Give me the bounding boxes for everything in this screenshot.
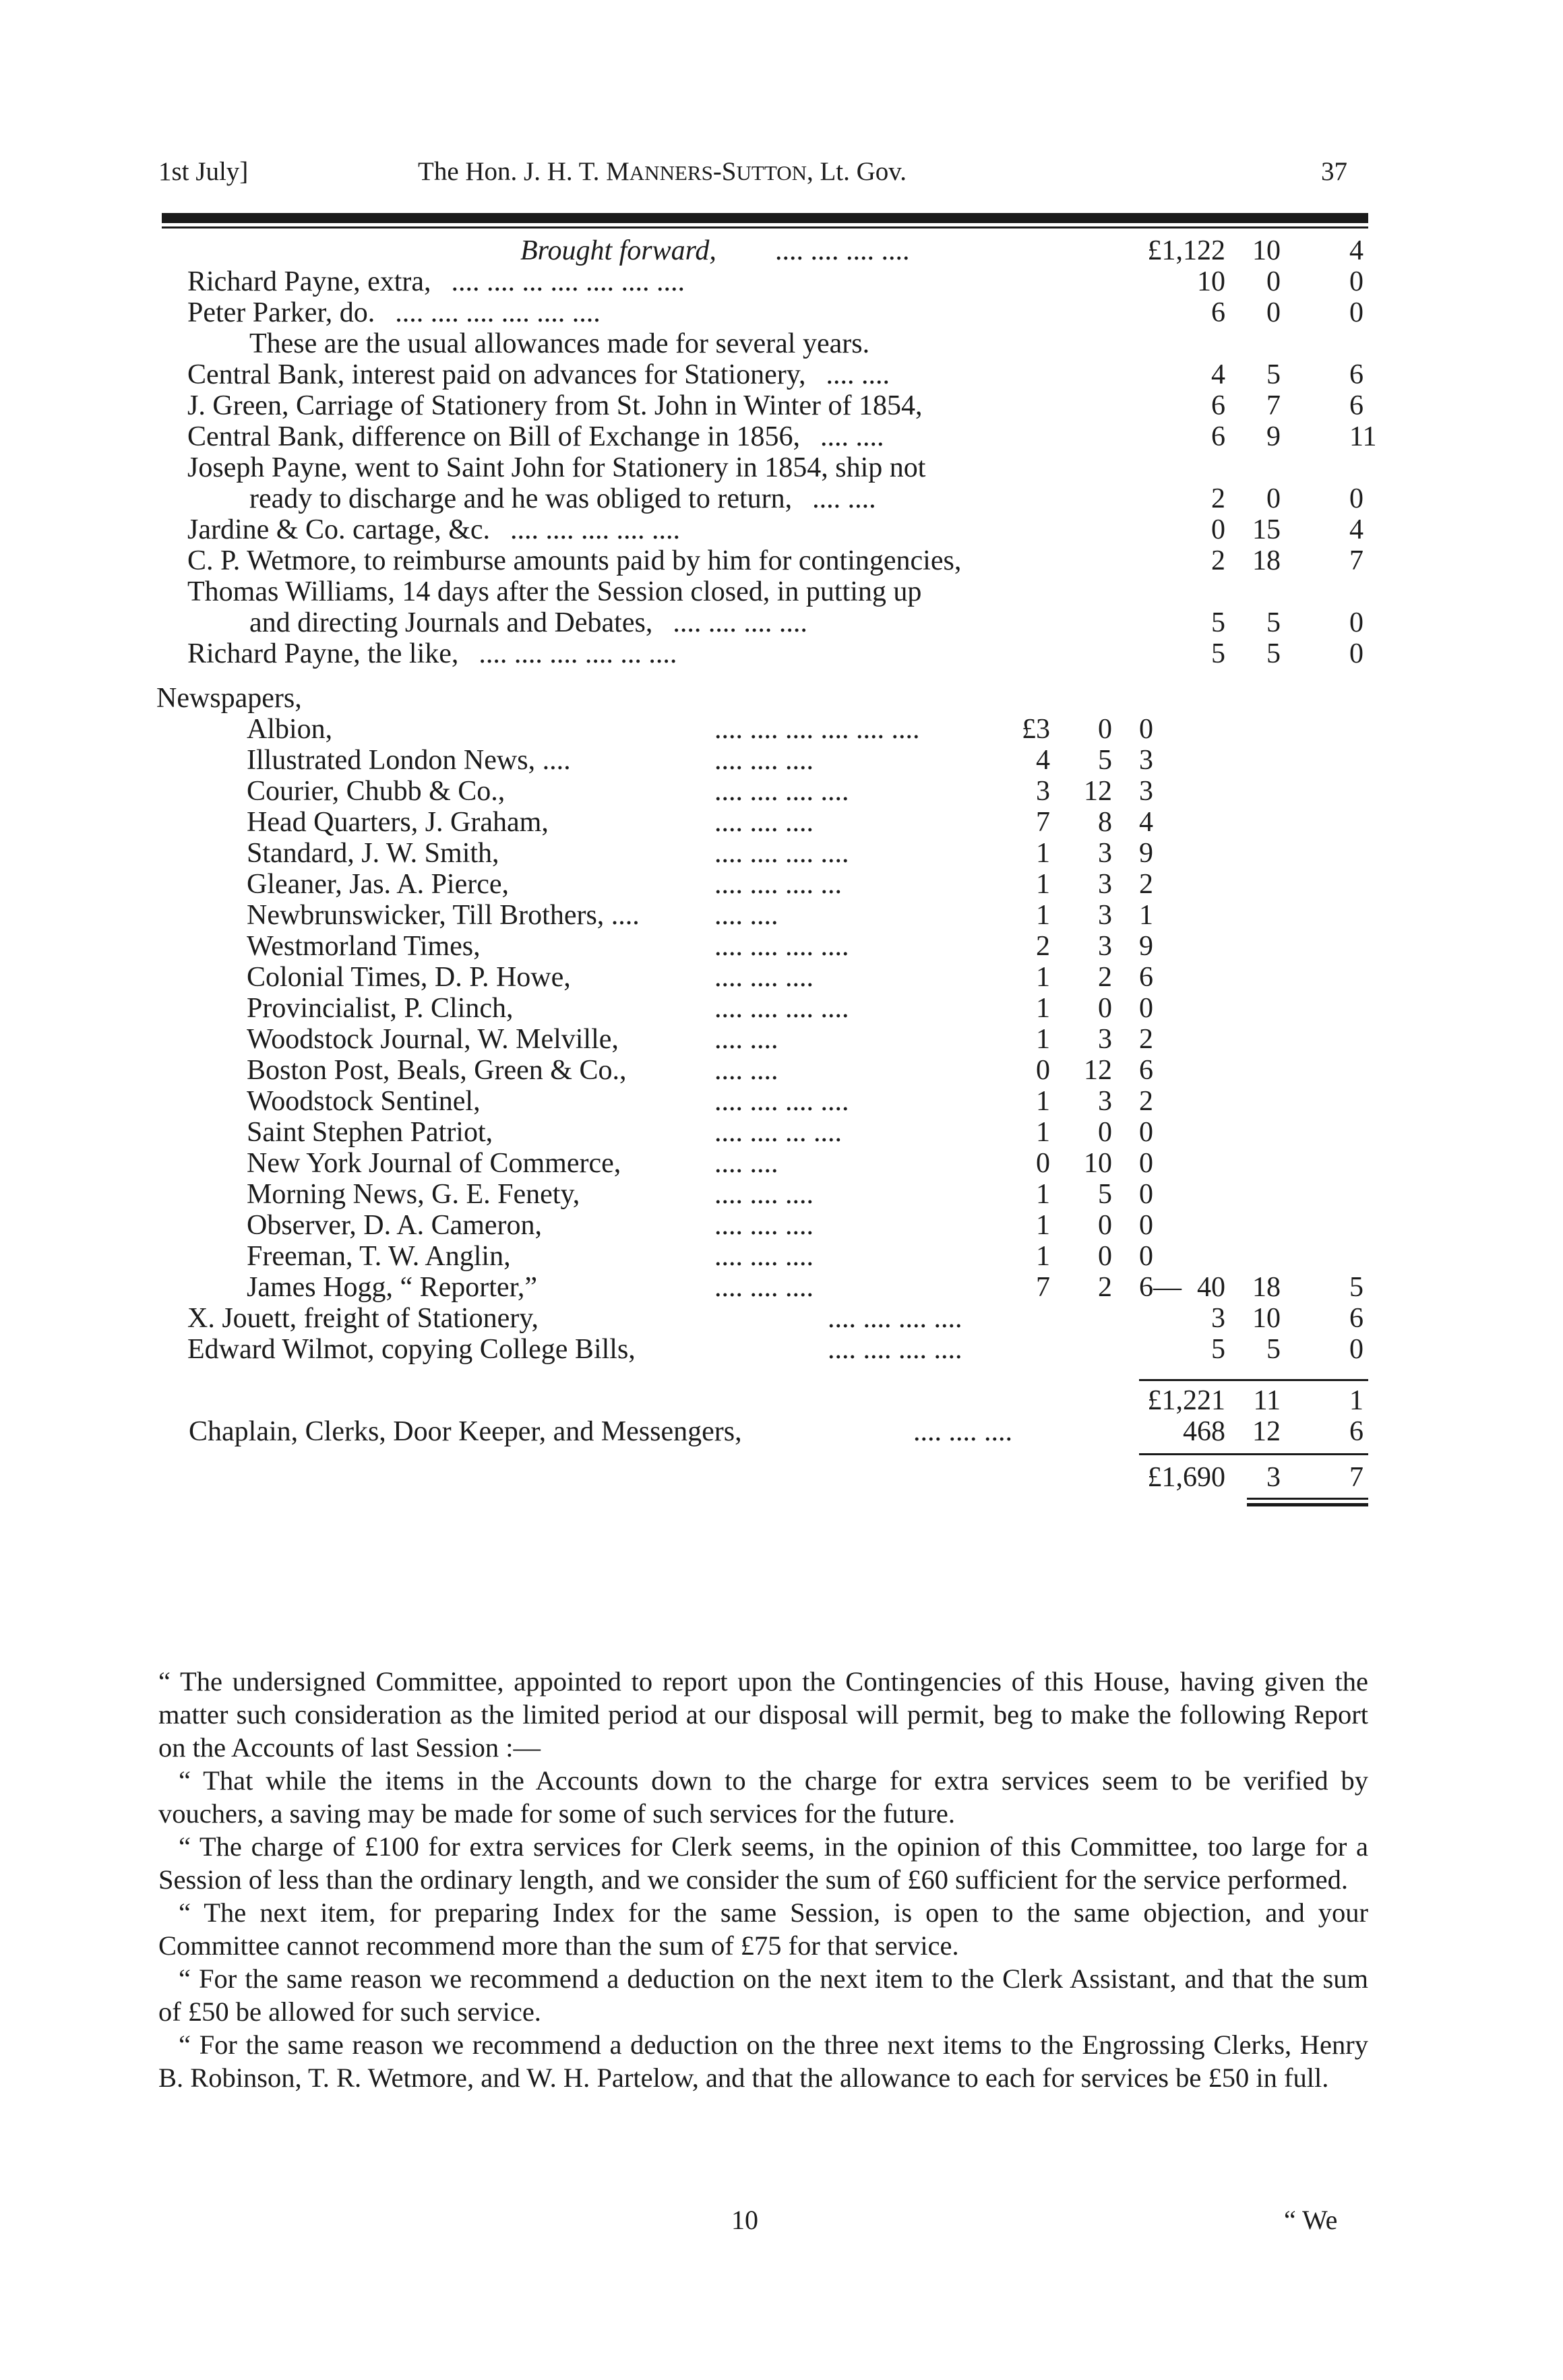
amount-pounds: 1 xyxy=(1036,869,1050,900)
header-rule-thick xyxy=(162,213,1368,223)
leader-dots: .... .... .... xyxy=(714,962,814,993)
leader-dots: .... .... .... .... ... .... xyxy=(479,638,677,669)
amount-shillings: 7 xyxy=(1266,390,1281,421)
leader-dots: .... .... .... .... .... .... xyxy=(714,714,920,745)
newspaper-row xyxy=(0,1023,1563,1056)
amount-shillings: 10 xyxy=(1252,235,1281,266)
ledger-row xyxy=(0,1302,1563,1335)
amount-pounds: 3 xyxy=(1036,776,1050,807)
amount-pounds: 6 xyxy=(1211,421,1225,452)
leader-dots: .... .... xyxy=(714,1055,778,1086)
leader-dots: .... .... .... .... xyxy=(714,931,849,962)
amount-pounds: 1 xyxy=(1036,1086,1050,1117)
signature-mark: 10 xyxy=(731,2205,758,2235)
item-description: ready to discharge and he was obliged to return, xyxy=(249,483,793,514)
amount-pounds: 0 xyxy=(1036,1055,1050,1086)
leader-dots: .... .... .... .... .... xyxy=(510,514,680,545)
amount-shillings: 10 xyxy=(1084,1148,1112,1179)
amount-pence: 0 xyxy=(1139,1210,1153,1241)
leader-dots: .... .... .... xyxy=(714,1272,814,1303)
amount-pounds: 2 xyxy=(1211,545,1225,576)
leader-dots: .... .... .... .... xyxy=(673,607,807,638)
subtotal-row xyxy=(0,1384,1563,1417)
leader-dots: .... .... .... .... xyxy=(828,1334,962,1365)
amount-pence: 1 xyxy=(1349,1385,1363,1416)
ledger-row xyxy=(0,638,1563,670)
newspaper-row xyxy=(0,837,1563,869)
leader-dots: .... .... xyxy=(826,359,890,390)
amount-pence: 2 xyxy=(1139,869,1153,900)
grand-total-row xyxy=(0,1461,1563,1494)
leader-dots: .... .... xyxy=(714,1148,778,1179)
item-description: Joseph Payne, went to Saint John for Stationery in 1854, ship not xyxy=(187,452,926,483)
leader-dots: .... .... .... .... xyxy=(775,235,910,266)
amount-shillings: 5 xyxy=(1266,359,1281,390)
newspaper-name: James Hogg, “ Reporter,” xyxy=(247,1272,538,1303)
amount-pence: 0 xyxy=(1349,1334,1363,1365)
ledger-row xyxy=(0,576,1563,608)
leader-dots: .... .... xyxy=(714,1024,778,1055)
amount-pence: 6 xyxy=(1349,390,1363,421)
newspaper-name: Courier, Chubb & Co., xyxy=(247,776,505,807)
amount-pence: 6 xyxy=(1349,1416,1363,1447)
newspaper-name: Illustrated London News, .... xyxy=(247,745,571,776)
item-description: J. Green, Carriage of Stationery from St. John in Winter of 1854, xyxy=(187,390,923,421)
newspapers-heading-row xyxy=(0,682,1563,714)
amount-pounds: 1 xyxy=(1036,1241,1050,1272)
amount-pence: 9 xyxy=(1139,838,1153,869)
amount-pence: 0 xyxy=(1139,993,1153,1024)
report-paragraph: “ For the same reason we recommend a deduction on the three next items to the Engrossing Clerks, Henry B. Robinson, T. R. Wetmore, and W. H. Partelow, and that the allowance to each for services be £50 in full. xyxy=(158,2030,1368,2093)
leader-dots: .... .... .... .... .... .... xyxy=(395,297,601,328)
amount-pence: 0 xyxy=(1139,1117,1153,1148)
amount-pence: 0 xyxy=(1349,638,1363,669)
report-paragraph: “ The undersigned Committee, appointed to report upon the Contingencies of this House, having given the matter such consideration as the limited period at our disposal will permit, beg to make the following Report on the Accounts of last Session :— xyxy=(158,1666,1368,1763)
amount-pounds: 3 xyxy=(1211,1303,1225,1334)
leader-dots: .... .... .... xyxy=(714,1179,814,1210)
newspaper-row xyxy=(0,1147,1563,1180)
ledger-row xyxy=(0,1333,1563,1366)
leader-dots: .... .... ... .... xyxy=(714,1117,842,1148)
amount-pence: 2 xyxy=(1139,1024,1153,1055)
amount-pounds: 4 xyxy=(1036,745,1050,776)
amount-pounds: 1 xyxy=(1036,900,1050,931)
ledger-row xyxy=(0,266,1563,298)
amount-pounds: £1,122 xyxy=(1147,235,1225,266)
leader-dots: .... .... .... .... xyxy=(714,1086,849,1117)
ledger-row xyxy=(0,297,1563,329)
amount-pounds: 1 xyxy=(1036,1210,1050,1241)
leader-dots: .... .... xyxy=(812,483,876,514)
amount-shillings: 5 xyxy=(1266,1334,1281,1365)
amount-pounds: 1 xyxy=(1036,838,1050,869)
amount-pounds: 7 xyxy=(1036,1272,1050,1303)
amount-pence: 2 xyxy=(1139,1086,1153,1117)
amount-pence: 0 xyxy=(1349,483,1363,514)
amount-pence: 0 xyxy=(1349,266,1363,297)
newspaper-row xyxy=(0,775,1563,807)
newspaper-name: Head Quarters, J. Graham, xyxy=(247,807,549,838)
leader-dots: .... .... .... ... xyxy=(714,869,842,900)
ledger-row xyxy=(0,421,1563,453)
report-paragraph: “ The charge of £100 for extra services for Clerk seems, in the opinion of this Committee, too large for a Session of less than the ordinary length, and we consider the sum of £60 sufficient for the service performed. xyxy=(158,1831,1368,1895)
item-description: Central Bank, interest paid on advances for Stationery, xyxy=(187,359,806,390)
amount-pence: 0 xyxy=(1349,607,1363,638)
amount-shillings: 5 xyxy=(1266,638,1281,669)
amount-pence: 6 xyxy=(1349,1303,1363,1334)
item-description: C. P. Wetmore, to reimburse amounts paid by him for contingencies, xyxy=(187,545,962,576)
amount-shillings: 3 xyxy=(1266,1462,1281,1493)
newspaper-name: Standard, J. W. Smith, xyxy=(247,838,499,869)
amount-shillings: 0 xyxy=(1266,483,1281,514)
amount-pounds: £3 xyxy=(1022,714,1050,745)
newspaper-row xyxy=(0,1209,1563,1242)
newspapers-total-shillings: 18 xyxy=(1252,1272,1281,1303)
amount-shillings: 3 xyxy=(1098,869,1112,900)
amount-pence: 0 xyxy=(1139,1179,1153,1210)
newspaper-row xyxy=(0,1240,1563,1273)
amount-shillings: 3 xyxy=(1098,900,1112,931)
leader-dots: .... .... .... xyxy=(714,807,814,838)
report-paragraph: “ For the same reason we recommend a deduction on the next item to the Clerk Assistant, and that the sum of £50 be allowed for such service. xyxy=(158,1963,1368,2027)
amount-pounds: 468 xyxy=(1183,1416,1225,1447)
amount-shillings: 3 xyxy=(1098,931,1112,962)
leader-dots: .... .... .... .... xyxy=(828,1303,962,1334)
leader-dots: .... .... xyxy=(714,900,778,931)
committee-report xyxy=(158,1665,1368,2094)
newspaper-row xyxy=(0,930,1563,963)
amount-pounds: 0 xyxy=(1036,1148,1050,1179)
amount-pence: 6— xyxy=(1139,1272,1182,1303)
newspaper-row xyxy=(0,992,1563,1025)
newspaper-name: Albion, xyxy=(247,714,333,745)
item-description: These are the usual allowances made for several years. xyxy=(249,328,870,359)
item-description: Richard Payne, extra, xyxy=(187,266,431,297)
amount-pounds: 1 xyxy=(1036,1024,1050,1055)
newspaper-row xyxy=(0,899,1563,932)
amount-pounds: 4 xyxy=(1211,359,1225,390)
newspapers-heading: Newspapers, xyxy=(156,683,302,714)
amount-pounds: 2 xyxy=(1036,931,1050,962)
item-description: Edward Wilmot, copying College Bills, xyxy=(187,1334,636,1365)
newspaper-name: Woodstock Sentinel, xyxy=(247,1086,481,1117)
brought-forward-label: Brought forward, xyxy=(520,235,716,266)
amount-shillings: 0 xyxy=(1098,1117,1112,1148)
chaplain-row xyxy=(0,1415,1563,1448)
report-paragraph: “ That while the items in the Accounts down to the charge for extra services seem to be verified by vouchers, a saving may be made for some of such services for the future. xyxy=(158,1765,1368,1829)
amount-pence: 3 xyxy=(1139,745,1153,776)
leader-dots: .... .... .... xyxy=(714,1210,814,1241)
newspaper-row xyxy=(0,713,1563,745)
ledger-row xyxy=(0,545,1563,577)
newspaper-name: Saint Stephen Patriot, xyxy=(247,1117,493,1148)
amount-shillings: 5 xyxy=(1098,745,1112,776)
amount-pence: 9 xyxy=(1139,931,1153,962)
newspaper-name: Gleaner, Jas. A. Pierce, xyxy=(247,869,510,900)
double-rule xyxy=(1247,1498,1368,1500)
amount-shillings: 3 xyxy=(1098,1024,1112,1055)
amount-shillings: 0 xyxy=(1266,297,1281,328)
amount-shillings: 0 xyxy=(1098,1241,1112,1272)
amount-shillings: 18 xyxy=(1252,545,1281,576)
ledger-row xyxy=(0,607,1563,639)
amount-pence: 0 xyxy=(1139,1148,1153,1179)
amount-pence: 4 xyxy=(1349,235,1363,266)
newspaper-row xyxy=(0,1271,1563,1304)
leader-dots: .... .... .... xyxy=(913,1416,1012,1447)
newspapers-total-pence: 5 xyxy=(1349,1272,1363,1303)
ledger-row xyxy=(0,514,1563,546)
amount-pence: 6 xyxy=(1139,962,1153,993)
brought-forward-row xyxy=(0,235,1563,267)
amount-pence: 6 xyxy=(1349,359,1363,390)
amount-shillings: 10 xyxy=(1252,1303,1281,1334)
newspaper-row xyxy=(0,744,1563,776)
item-description: and directing Journals and Debates, xyxy=(249,607,653,638)
newspaper-name: Boston Post, Beals, Green & Co., xyxy=(247,1055,627,1086)
leader-dots: .... .... xyxy=(820,421,884,452)
amount-pence: 6 xyxy=(1139,1055,1153,1086)
amount-shillings: 3 xyxy=(1098,1086,1112,1117)
amount-pounds: 1 xyxy=(1036,1179,1050,1210)
newspaper-name: Observer, D. A. Cameron, xyxy=(247,1210,543,1241)
amount-shillings: 12 xyxy=(1084,776,1112,807)
item-description: Chaplain, Clerks, Door Keeper, and Messengers, xyxy=(189,1416,742,1447)
amount-shillings: 0 xyxy=(1098,993,1112,1024)
header-rule-thin xyxy=(162,226,1368,228)
amount-pence: 11 xyxy=(1349,421,1377,452)
amount-pounds: 5 xyxy=(1211,607,1225,638)
leader-dots: .... .... .... .... xyxy=(714,993,849,1024)
item-description: Thomas Williams, 14 days after the Session closed, in putting up xyxy=(187,576,922,607)
amount-pounds: 1 xyxy=(1036,962,1050,993)
amount-pounds: 1 xyxy=(1036,1117,1050,1148)
amount-pounds: £1,690 xyxy=(1147,1462,1225,1493)
leader-dots: .... .... ... .... .... .... .... xyxy=(451,266,685,297)
newspaper-name: New York Journal of Commerce, xyxy=(247,1148,621,1179)
running-head-date: 1st July] xyxy=(158,157,249,186)
leader-dots: .... .... .... xyxy=(714,1241,814,1272)
item-description: Jardine & Co. cartage, &c. xyxy=(187,514,490,545)
sum-rule xyxy=(1139,1453,1368,1455)
amount-shillings: 2 xyxy=(1098,962,1112,993)
amount-shillings: 5 xyxy=(1098,1179,1112,1210)
item-description: Central Bank, difference on Bill of Exchange in 1856, xyxy=(187,421,800,452)
amount-pence: 4 xyxy=(1139,807,1153,838)
item-description: Peter Parker, do. xyxy=(187,297,375,328)
newspaper-row xyxy=(0,1054,1563,1087)
amount-pounds: 0 xyxy=(1211,514,1225,545)
newspaper-row xyxy=(0,806,1563,838)
amount-shillings: 12 xyxy=(1252,1416,1281,1447)
amount-pounds: 7 xyxy=(1036,807,1050,838)
amount-pounds: 5 xyxy=(1211,1334,1225,1365)
newspaper-row xyxy=(0,1116,1563,1149)
amount-shillings: 11 xyxy=(1253,1385,1281,1416)
newspaper-name: Freeman, T. W. Anglin, xyxy=(247,1241,511,1272)
newspaper-name: Provincialist, P. Clinch, xyxy=(247,993,514,1024)
amount-shillings: 8 xyxy=(1098,807,1112,838)
amount-pounds: 6 xyxy=(1211,297,1225,328)
page-number: 37 xyxy=(1321,157,1347,186)
ledger-row xyxy=(0,359,1563,391)
amount-pence: 0 xyxy=(1139,714,1153,745)
double-rule xyxy=(1247,1503,1368,1506)
amount-shillings: 5 xyxy=(1266,607,1281,638)
newspaper-name: Westmorland Times, xyxy=(247,931,481,962)
amount-pence: 0 xyxy=(1139,1241,1153,1272)
amount-shillings: 0 xyxy=(1098,714,1112,745)
amount-pence: 7 xyxy=(1349,1462,1363,1493)
report-paragraph: “ The next item, for preparing Index for the same Session, is open to the same objection, and your Committee cannot recommend more than the sum of £75 for that service. xyxy=(158,1897,1368,1961)
ledger-row xyxy=(0,483,1563,515)
amount-shillings: 12 xyxy=(1084,1055,1112,1086)
item-description: X. Jouett, freight of Stationery, xyxy=(187,1303,539,1334)
amount-pence: 4 xyxy=(1349,514,1363,545)
leader-dots: .... .... .... .... xyxy=(714,776,849,807)
amount-shillings: 2 xyxy=(1098,1272,1112,1303)
amount-pounds: 2 xyxy=(1211,483,1225,514)
amount-pounds: £1,221 xyxy=(1147,1385,1225,1416)
ledger-row xyxy=(0,328,1563,360)
amount-pounds: 1 xyxy=(1036,993,1050,1024)
catchword: “ We xyxy=(1284,2205,1338,2235)
leader-dots: .... .... .... .... xyxy=(714,838,849,869)
amount-shillings: 0 xyxy=(1266,266,1281,297)
newspaper-row xyxy=(0,868,1563,901)
newspapers-total-pounds: 40 xyxy=(1197,1272,1225,1303)
amount-shillings: 0 xyxy=(1098,1210,1112,1241)
running-head-title: The Hon. J. H. T. MANNERS-SUTTON, Lt. Gov. xyxy=(418,157,907,186)
newspaper-name: Woodstock Journal, W. Melville, xyxy=(247,1024,619,1055)
amount-shillings: 15 xyxy=(1252,514,1281,545)
newspaper-name: Morning News, G. E. Fenety, xyxy=(247,1179,580,1210)
newspaper-name: Newbrunswicker, Till Brothers, .... xyxy=(247,900,640,931)
amount-pence: 0 xyxy=(1349,297,1363,328)
newspaper-row xyxy=(0,1085,1563,1118)
amount-pounds: 10 xyxy=(1197,266,1225,297)
newspaper-row xyxy=(0,961,1563,994)
amount-shillings: 9 xyxy=(1266,421,1281,452)
ledger-row xyxy=(0,452,1563,484)
amount-pence: 1 xyxy=(1139,900,1153,931)
amount-pounds: 6 xyxy=(1211,390,1225,421)
ledger-row xyxy=(0,390,1563,422)
leader-dots: .... .... .... xyxy=(714,745,814,776)
newspaper-name: Colonial Times, D. P. Howe, xyxy=(247,962,571,993)
amount-pence: 7 xyxy=(1349,545,1363,576)
sum-rule xyxy=(1139,1379,1368,1381)
item-description: Richard Payne, the like, xyxy=(187,638,459,669)
amount-pence: 3 xyxy=(1139,776,1153,807)
newspaper-row xyxy=(0,1178,1563,1211)
amount-shillings: 3 xyxy=(1098,838,1112,869)
amount-pounds: 5 xyxy=(1211,638,1225,669)
